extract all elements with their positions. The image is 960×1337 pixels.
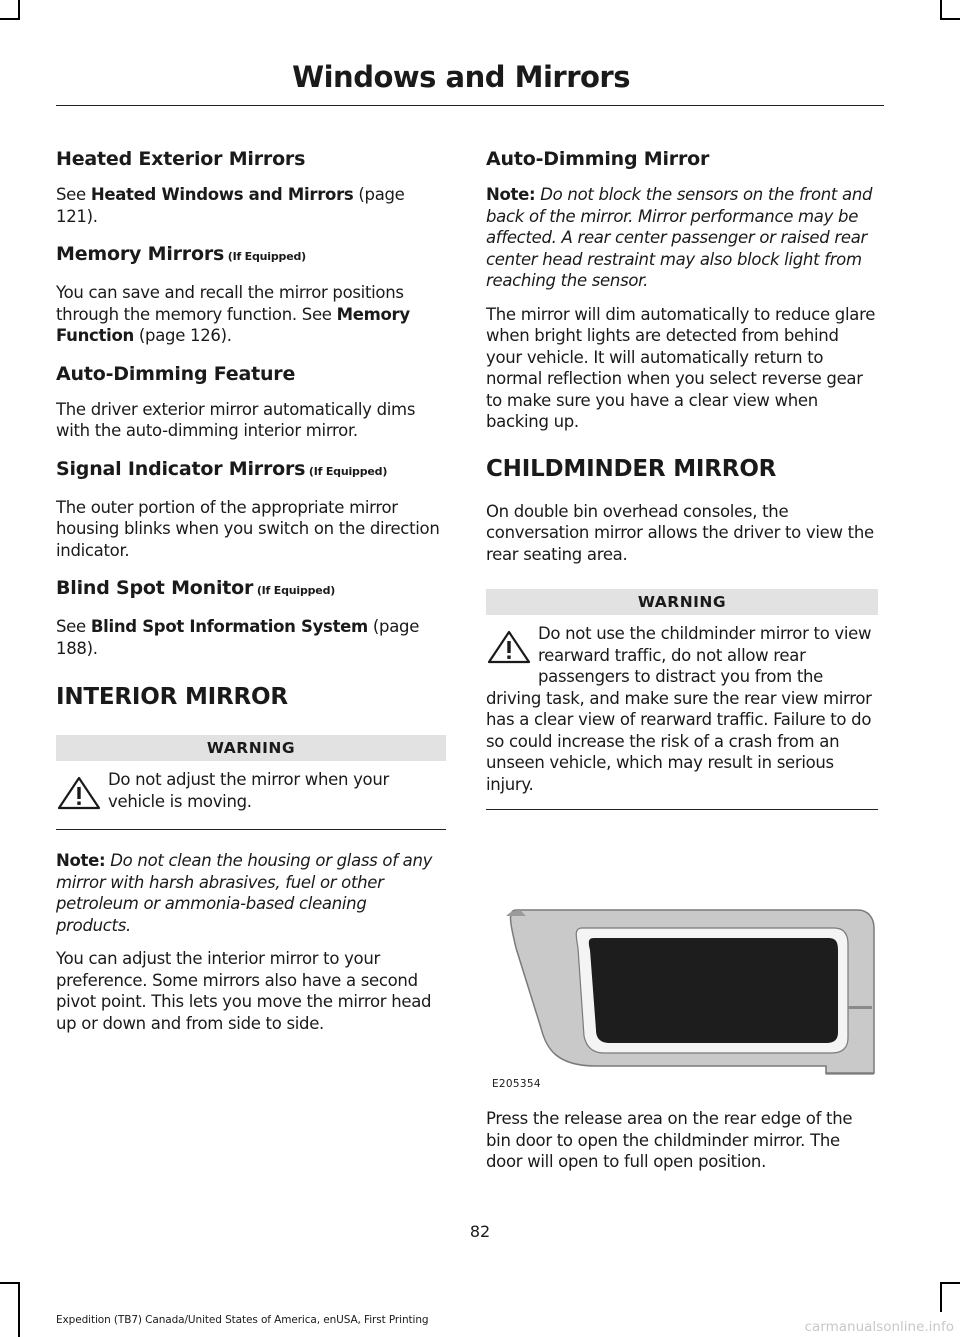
footer-edition: Expedition (TB7) Canada/United States of America, enUSA, First Printing bbox=[56, 1314, 429, 1326]
crop-mark bbox=[0, 1282, 20, 1284]
heading-heated-exterior-mirrors: Heated Exterior Mirrors bbox=[56, 148, 306, 170]
warning-bar: WARNING bbox=[486, 589, 878, 615]
warning-text: Do not adjust the mirror when your vehicle is moving. bbox=[108, 770, 389, 811]
warning-bar: WARNING bbox=[56, 735, 446, 761]
crop-mark bbox=[18, 0, 20, 20]
link-blind-spot-information-system[interactable]: Blind Spot Information System bbox=[90, 617, 368, 636]
crop-mark bbox=[940, 1282, 960, 1284]
heading-signal-indicator-mirrors: Signal Indicator Mirrors (If Equipped) bbox=[56, 457, 388, 480]
link-heated-windows-mirrors[interactable]: Heated Windows and Mirrors bbox=[90, 185, 354, 204]
warning-triangle-icon bbox=[56, 775, 102, 811]
note-cleaning: Note: Do not clean the housing or glass of any mirror with harsh abrasives, fuel or other petroleum or ammonia-based cleaning products. bbox=[56, 851, 433, 935]
page-title: Windows and Mirrors bbox=[292, 60, 630, 94]
heading-auto-dimming-feature: Auto-Dimming Feature bbox=[56, 362, 296, 385]
paragraph-release-area: Press the release area on the rear edge of the bin door to open the childminder mirror. The door will open to full open position. bbox=[486, 1109, 853, 1171]
paragraph-childminder: On double bin overhead consoles, the conversation mirror allows the driver to view the rear seating area. bbox=[486, 501, 874, 564]
warning-text: Do not use the childminder mirror to view rearward traffic, do not allow rear passengers to distract you from the driving task, and make sure the rear view mirror has a clear view of rearward traffic. Failure to do so could increase the risk of a crash from an unseen vehicle, which may result in serious injury. bbox=[486, 624, 872, 794]
paragraph-signal-indicator: The outer portion of the appropriate mirror housing blinks when you switch on the direction indicator. bbox=[56, 497, 440, 560]
heading-blind-spot-monitor: Blind Spot Monitor (If Equipped) bbox=[56, 577, 336, 599]
left-column bbox=[56, 130, 446, 1046]
warning-block bbox=[486, 623, 878, 795]
warning-rule bbox=[56, 829, 446, 830]
watermark: carmanualsonline.info bbox=[804, 1319, 954, 1335]
heading-memory-mirrors: Memory Mirrors (If Equipped) bbox=[56, 243, 306, 265]
heading-childminder-mirror: CHILDMINDER MIRROR bbox=[486, 455, 777, 482]
paragraph-blind-spot: See Blind Spot Information System (page 188). bbox=[56, 617, 420, 658]
crop-mark bbox=[18, 1282, 20, 1337]
childminder-mirror-illustration bbox=[486, 888, 878, 1088]
crop-mark bbox=[0, 18, 20, 20]
page-number: 82 bbox=[469, 1222, 491, 1241]
if-equipped-tag: (If Equipped) bbox=[224, 250, 306, 263]
link-memory-function[interactable]: Memory Function bbox=[56, 304, 410, 345]
right-column bbox=[486, 130, 878, 1185]
if-equipped-tag: (If Equipped) bbox=[253, 584, 336, 597]
warning-rule bbox=[486, 809, 878, 810]
heading-auto-dimming-mirror: Auto-Dimming Mirror bbox=[486, 148, 710, 170]
paragraph-auto-dimming: The driver exterior mirror automatically dims with the auto-dimming interior mirror. bbox=[56, 399, 416, 440]
header-rule bbox=[56, 105, 884, 106]
heading-interior-mirror: INTERIOR MIRROR bbox=[56, 684, 288, 710]
paragraph-adjust-interior-mirror: You can adjust the interior mirror to your preference. Some mirrors also have a second pivot point. This lets you move the mirror head up or down and from side to side. bbox=[56, 949, 432, 1033]
note-sensors: Note: Do not block the sensors on the front and back of the mirror. Mirror performance may be affected. A rear center passenger or raised rear center head restraint may also block light from reaching the sensor. bbox=[486, 185, 873, 290]
crop-mark bbox=[940, 1282, 942, 1312]
paragraph-heated-see: See Heated Windows and Mirrors (page 121). bbox=[56, 185, 405, 226]
paragraph-mirror-dim: The mirror will dim automatically to reduce glare when bright lights are detected from behind your vehicle. It will automatically return to normal reflection when you select reverse gear to make sure you have a clear view when backing up. bbox=[486, 304, 876, 431]
warning-triangle-icon bbox=[486, 629, 532, 665]
if-equipped-tag: (If Equipped) bbox=[305, 464, 388, 478]
figure-id: E205354 bbox=[492, 1078, 541, 1090]
childminder-mirror-figure bbox=[486, 888, 878, 1088]
crop-mark bbox=[940, 18, 960, 20]
warning-block bbox=[56, 769, 446, 815]
paragraph-memory: You can save and recall the mirror positions through the memory function. See Memory Function (page 126). bbox=[56, 283, 410, 345]
crop-mark bbox=[940, 0, 942, 20]
